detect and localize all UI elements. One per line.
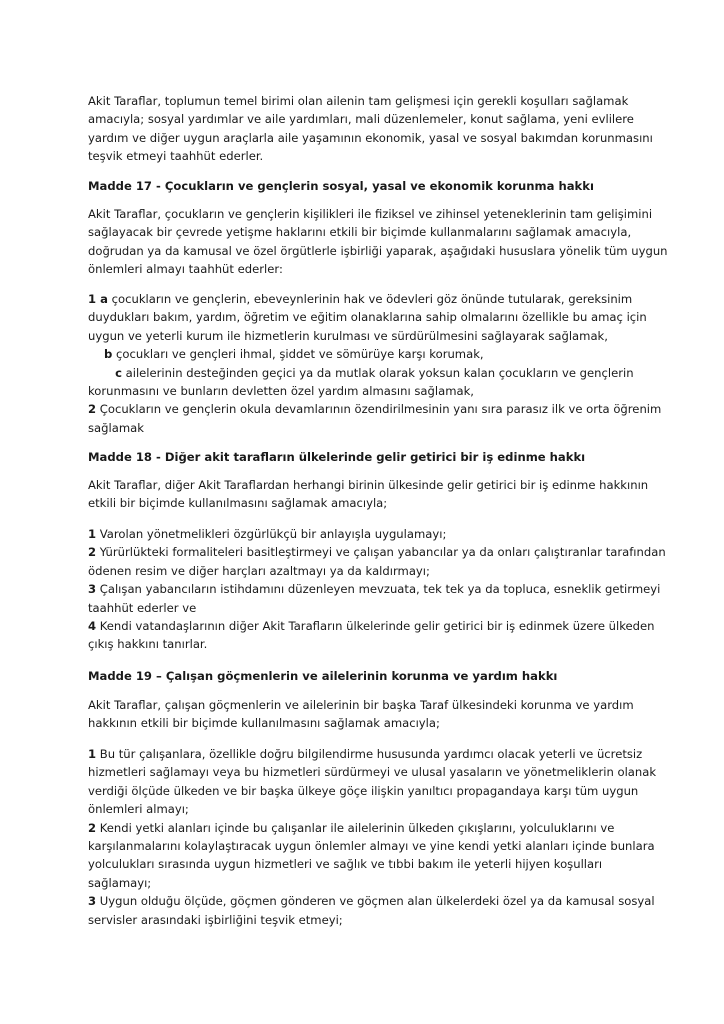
item-text: Yürürlükteki formaliteleri basitleştirmeyi ve çalışan yabancılar ya da onları çalıştıranlar tarafından — [99, 545, 666, 560]
text-line: amacıyla; sosyal yardımlar ve aile yardımları, mali düzenlemeler, konut sağlama, yeni evlilere — [88, 112, 634, 127]
item-text: sağlamayı; — [88, 875, 152, 890]
item-text: çıkış hakkını tanırlar. — [88, 637, 208, 652]
item-text: Bu tür çalışanlara, özellikle doğru bilgilendirme hususunda yardımcı olacak yeterli ve ücretsiz — [99, 747, 643, 761]
list-item — [88, 617, 655, 635]
item-number: 3 — [88, 582, 97, 597]
text-line: Akit Taraflar, toplumun temel birimi olan ailenin tam gelişmesi için gerekli koşulları sağlamak — [88, 94, 629, 108]
list-item — [88, 525, 648, 543]
item-number: 3 — [88, 894, 97, 909]
item-text: verdiği ölçüde ülkeden ve bir başka ülkeye göçe ilişkin yanıltıcı propagandaya karşı tüm uygun — [88, 783, 639, 798]
list-item — [88, 800, 648, 818]
item-number: 2 — [88, 402, 97, 417]
item-text: karşılanmalarını kolaylaştıracak uygun önlemler almayı ve yine kendi yetki alanları içinde bunlara — [88, 839, 655, 854]
item-text: önlemleri almayı; — [88, 802, 189, 817]
article-18-list — [88, 525, 666, 654]
list-item — [88, 580, 661, 598]
item-letter: c — [115, 365, 122, 380]
item-text: korunmasını ve bunların devletten özel yardım almasını sağlamak, — [88, 384, 474, 399]
article-17-heading: Madde 17 - Çocukların ve gençlerin sosyal, yasal ve ekonomik korunma hakkı — [88, 179, 594, 193]
item-text: sağlamak — [88, 420, 144, 435]
list-item — [88, 400, 662, 418]
list-item — [88, 308, 648, 326]
list-item — [88, 892, 655, 910]
list-item — [88, 745, 648, 763]
list-item — [88, 837, 655, 855]
text-line: önlemleri almayı taahhüt ederler: — [88, 262, 283, 277]
text-line: etkili bir biçimde kullanılmasını sağlamak amacıyla; — [88, 496, 388, 511]
item-number: 1 — [88, 527, 97, 541]
item-text: taahhüt ederler ve — [88, 600, 197, 615]
text-line: Akit Taraflar, diğer Akit Taraflardan herhangi birinin ülkesinde gelir getirici bir iş edinme hakkının — [88, 478, 649, 492]
item-text: yolculukları sırasında uygun hizmetleri ve sağlık ve tıbbi bakım ile yeterli hijyen koşulları — [88, 857, 603, 872]
item-text: servisler arasındaki işbirliğini teşvik etmeyi; — [88, 912, 343, 927]
item-text: Uygun olduğu ölçüde, göçmen gönderen ve göçmen alan ülkelerdeki özel ya da kamusal sosyal — [99, 894, 655, 909]
list-item — [88, 364, 648, 382]
list-item — [88, 290, 648, 308]
item-number: 1 — [88, 747, 97, 761]
text-line: Akit Taraflar, çocukların ve gençlerin kişilikleri ile fiziksel ve zihinsel yeteneklerinin tam gelişimini — [88, 207, 653, 221]
list-item — [88, 782, 648, 800]
item-text: Kendi yetki alanları içinde bu çalışanlar ile ailelerinin ülkeden çıkışlarını, yolculuklarını ve — [99, 820, 615, 835]
text-line: teşvik etmeyi taahhüt ederler. — [88, 149, 264, 164]
item-text: çocukları ve gençleri ihmal, şiddet ve sömürüye karşı korumak, — [116, 347, 484, 362]
text-line: Akit Taraflar, çalışan göçmenlerin ve ailelerinin bir başka Taraf ülkesindeki korunma ve yardım — [88, 698, 634, 712]
list-item — [88, 874, 648, 892]
list-item — [88, 819, 648, 837]
list-item — [88, 419, 648, 437]
list-item — [88, 635, 648, 653]
article-19-intro — [88, 696, 648, 733]
item-text: ödenen resim ve diğer harçları azaltmayı ya da kaldırmayı; — [88, 563, 430, 578]
item-text: uygun ve yeterli kurum ile hizmetlerin kurulması ve sürdürülmesini sağlayarak sağlamak, — [88, 328, 608, 343]
article-18-heading: Madde 18 - Diğer akit tarafların ülkelerinde gelir getirici bir iş edinme hakkı — [88, 450, 586, 464]
text-line: doğrudan ya da kamusal ve özel örgütlerle işbirliği yaparak, aşağıdaki hususlara yönelik tüm uygun — [88, 243, 668, 258]
item-number: 2 — [88, 545, 97, 560]
item-text: Çalışan yabancıların istihdamını düzenleyen mevzuata, tek tek ya da topluca, esneklik getirmeyi — [99, 582, 661, 597]
item-text: duydukları bakım, yardım, öğretim ve eğitim olanaklarına sahip olmalarını özellikle bu amaç için — [88, 310, 647, 325]
item-text: Varolan yönetmelikleri özgürlükçü bir anlayışla uygulamayı; — [99, 527, 447, 541]
list-item — [88, 382, 648, 400]
text-line: sağlayacak bir çevrede yetişme haklarını etkili bir biçimde kullanmalarını sağlamak amacıyla, — [88, 225, 632, 240]
item-text: ailelerinin desteğinden geçici ya da mutlak olarak yoksun kalan çocukların ve gençlerin — [125, 365, 634, 380]
list-item — [88, 599, 648, 617]
article-17-intro — [88, 205, 668, 279]
list-item — [88, 345, 648, 363]
list-item — [88, 763, 657, 781]
text-line: hakkının etkili bir biçimde kullanılmasını sağlamak amacıyla; — [88, 716, 440, 731]
list-item — [88, 911, 648, 929]
article-19-list — [88, 745, 657, 929]
list-item — [88, 562, 648, 580]
item-number: 1 a — [88, 292, 108, 306]
article-17-list — [88, 290, 662, 437]
item-number: 2 — [88, 820, 97, 835]
item-number: 4 — [88, 619, 97, 634]
list-item — [88, 327, 648, 345]
item-text: Kendi vatandaşlarının diğer Akit Tarafların ülkelerinde gelir getirici bir iş edinmek üzere ülkeden — [99, 619, 655, 634]
article-18-intro — [88, 476, 648, 513]
item-text: çocukların ve gençlerin, ebeveynlerinin hak ve ödevleri göz önünde tutularak, gereksinim — [111, 292, 633, 306]
article-19-heading: Madde 19 – Çalışan göçmenlerin ve ailelerinin korunma ve yardım hakkı — [88, 669, 558, 683]
list-item — [88, 543, 666, 561]
item-text: hizmetleri sağlamayı veya bu hizmetleri sürdürmeyi ve ulusal yasaların ve yönetmeliklerin olanak — [88, 765, 657, 780]
item-letter: b — [104, 347, 113, 362]
item-text: Çocukların ve gençlerin okula devamlarının özendirilmesinin yanı sıra parasız ilk ve orta öğrenim — [99, 402, 662, 417]
intro-paragraph — [88, 92, 653, 166]
text-line: yardım ve diğer uygun araçlarla aile yaşamının ekonomik, yasal ve sosyal bakımdan korunmasını — [88, 130, 653, 145]
list-item — [88, 855, 648, 873]
